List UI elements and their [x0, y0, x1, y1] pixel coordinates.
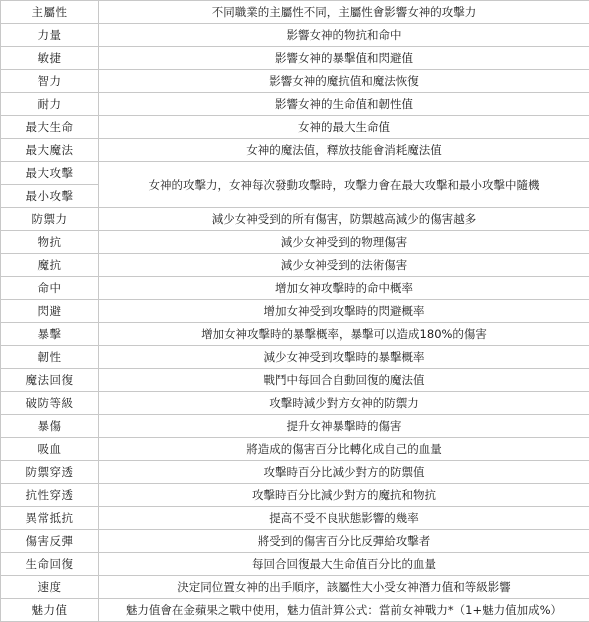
attribute-name: 抗性穿透 [1, 484, 99, 507]
table-row [1, 208, 589, 231]
table-row [1, 576, 589, 599]
attribute-description: 減少女神受到的法術傷害 [99, 254, 589, 277]
attribute-description: 影響女神的物抗和命中 [99, 24, 589, 47]
attribute-description: 不同職業的主屬性不同，主屬性會影響女神的攻擊力 [99, 1, 589, 24]
attribute-name: 最大魔法 [1, 139, 99, 162]
attribute-name: 閃避 [1, 300, 99, 323]
attribute-name: 魔抗 [1, 254, 99, 277]
attribute-name: 最大生命 [1, 116, 99, 139]
attribute-name: 敏捷 [1, 47, 99, 70]
attribute-description: 增加女神攻擊時的暴擊概率，暴擊可以造成180%的傷害 [99, 323, 589, 346]
attribute-name: 魅力值 [1, 599, 99, 622]
table-row [1, 139, 589, 162]
attribute-name: 魔法回復 [1, 369, 99, 392]
attribute-description: 攻擊時百分比減少對方的防禦值 [99, 461, 589, 484]
table-row [1, 1, 589, 24]
table-row [1, 599, 589, 622]
table-row [1, 300, 589, 323]
attribute-name: 防禦穿透 [1, 461, 99, 484]
attribute-name: 速度 [1, 576, 99, 599]
table-row [1, 530, 589, 553]
attribute-name: 暴擊 [1, 323, 99, 346]
attribute-name: 最小攻擊 [1, 185, 99, 208]
table-row [1, 461, 589, 484]
table-row [1, 24, 589, 47]
attribute-description: 增加女神攻擊時的命中概率 [99, 277, 589, 300]
attribute-description: 減少女神受到攻擊時的暴擊概率 [99, 346, 589, 369]
attribute-name: 韌性 [1, 346, 99, 369]
table-row [1, 323, 589, 346]
attribute-name: 異常抵抗 [1, 507, 99, 530]
attribute-name: 傷害反彈 [1, 530, 99, 553]
attribute-name: 命中 [1, 277, 99, 300]
attribute-description: 提高不受不良狀態影響的幾率 [99, 507, 589, 530]
attribute-description: 影響女神的生命值和韌性值 [99, 93, 589, 116]
attribute-description: 減少女神受到的物理傷害 [99, 231, 589, 254]
attribute-name: 生命回復 [1, 553, 99, 576]
attribute-name: 破防等級 [1, 392, 99, 415]
table-row [1, 484, 589, 507]
table-row [1, 507, 589, 530]
attribute-name: 最大攻擊 [1, 162, 99, 185]
attribute-description: 減少女神受到的所有傷害，防禦越高減少的傷害越多 [99, 208, 589, 231]
table-row [1, 231, 589, 254]
table-row [1, 47, 589, 70]
attribute-name: 智力 [1, 70, 99, 93]
table-row [1, 392, 589, 415]
attribute-description: 戰鬥中每回合自動回復的魔法值 [99, 369, 589, 392]
table-row [1, 70, 589, 93]
attribute-description: 提升女神暴擊時的傷害 [99, 415, 589, 438]
attribute-name: 耐力 [1, 93, 99, 116]
attribute-name: 防禦力 [1, 208, 99, 231]
attribute-description: 每回合回復最大生命值百分比的血量 [99, 553, 589, 576]
table-row [1, 415, 589, 438]
table-row [1, 369, 589, 392]
attribute-name: 物抗 [1, 231, 99, 254]
attribute-description: 影響女神的暴擊值和閃避值 [99, 47, 589, 70]
table-row [1, 162, 589, 185]
table-row [1, 254, 589, 277]
attribute-description: 女神的攻擊力，女神每次發動攻擊時，攻擊力會在最大攻擊和最小攻擊中隨機 [99, 162, 589, 208]
attribute-description: 魅力值會在金蘋果之戰中使用，魅力值計算公式：當前女神戰力*（1+魅力值加成%） [99, 599, 589, 622]
table-row [1, 116, 589, 139]
attribute-description: 女神的最大生命值 [99, 116, 589, 139]
attribute-name: 力量 [1, 24, 99, 47]
table-row [1, 277, 589, 300]
attribute-name: 吸血 [1, 438, 99, 461]
attribute-description: 決定同位置女神的出手順序，該屬性大小受女神潛力值和等級影響 [99, 576, 589, 599]
attribute-description: 攻擊時百分比減少對方的魔抗和物抗 [99, 484, 589, 507]
table-row [1, 93, 589, 116]
attribute-description: 女神的魔法值，釋放技能會消耗魔法值 [99, 139, 589, 162]
attribute-description: 將造成的傷害百分比轉化成自己的血量 [99, 438, 589, 461]
table-row [1, 346, 589, 369]
attribute-description: 將受到的傷害百分比反彈給攻擊者 [99, 530, 589, 553]
attribute-description: 影響女神的魔抗值和魔法恢復 [99, 70, 589, 93]
attribute-description: 增加女神受到攻擊時的閃避概率 [99, 300, 589, 323]
table-row [1, 438, 589, 461]
attribute-name: 暴傷 [1, 415, 99, 438]
table-row [1, 553, 589, 576]
attribute-description: 攻擊時減少對方女神的防禦力 [99, 392, 589, 415]
attribute-name: 主屬性 [1, 1, 99, 24]
